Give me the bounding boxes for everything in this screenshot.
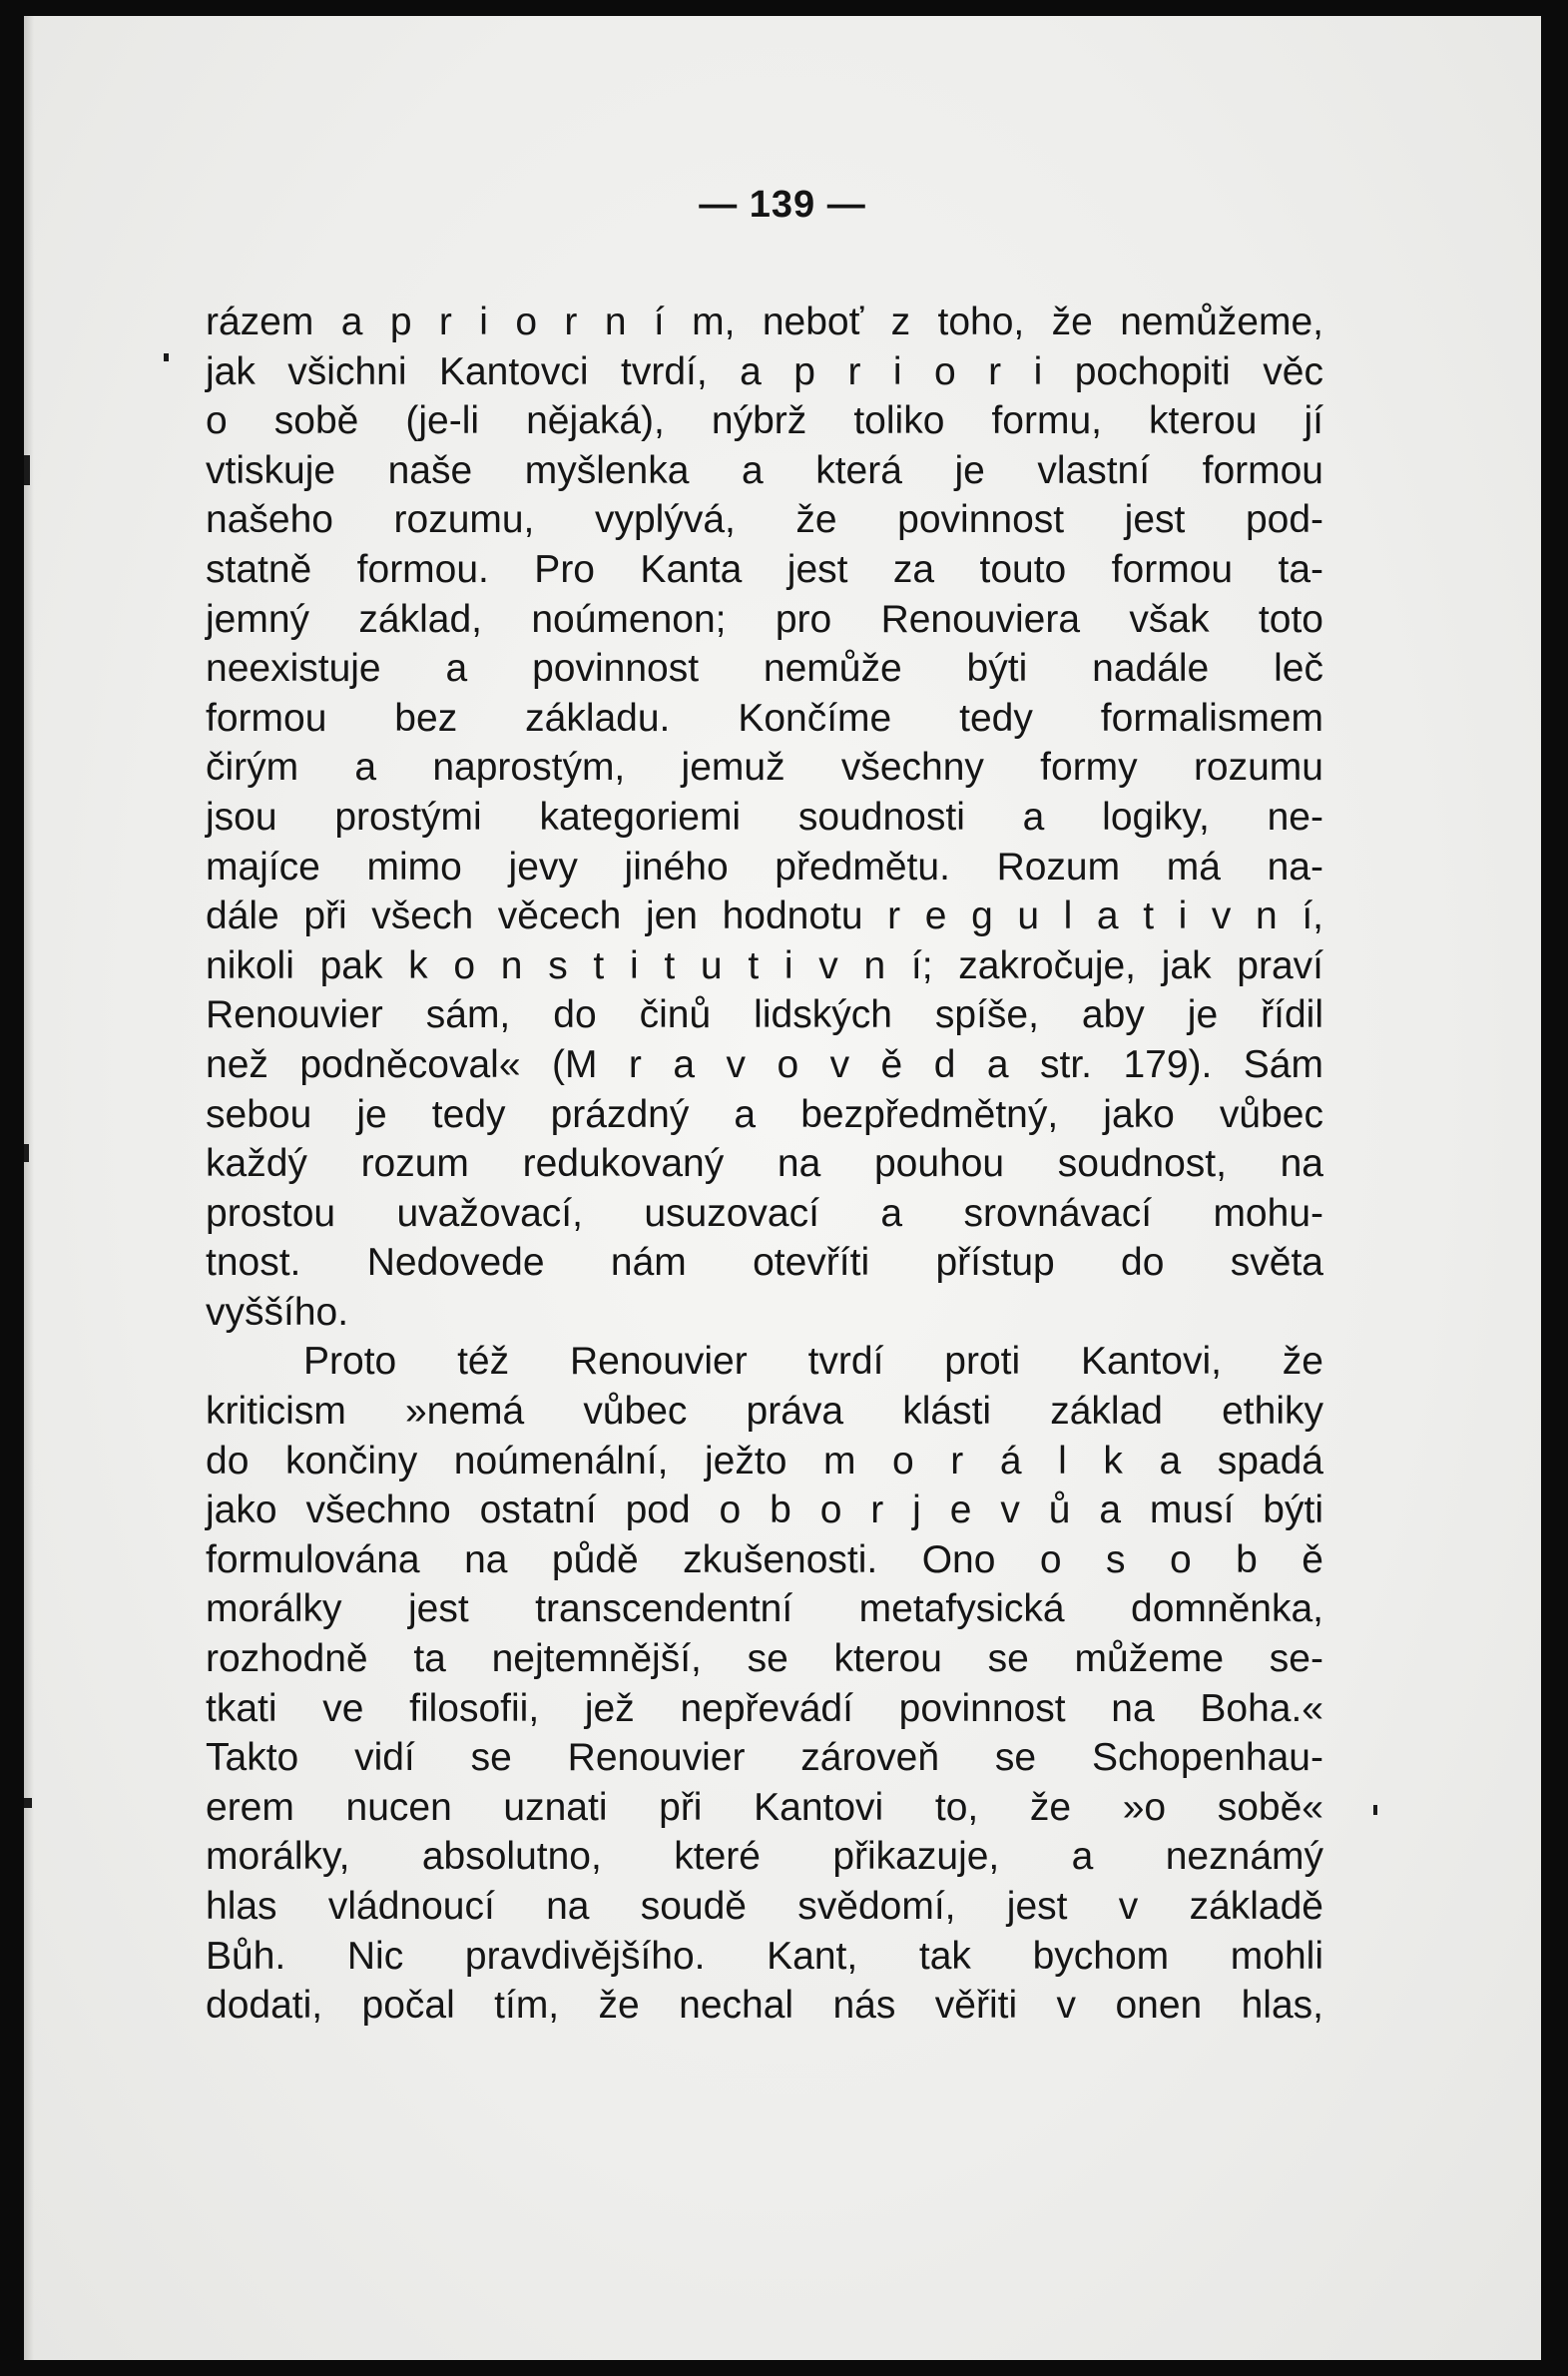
book-page [24,16,1541,2360]
text-line: hlas vládnoucí na soudě svědomí, jest v základě [206,1885,1323,1928]
text-line: prostou uvažovací, usuzovací a srovnávací mohu- [206,1191,1323,1235]
text-line: jsou prostými kategoriemi soudnosti a logiky, ne- [206,795,1323,839]
text-line: Takto vidí se Renouvier zároveň se Schopenhau- [206,1736,1323,1780]
text-line: dále při všech věcech jen hodnotu r e g u l a t i v n í, [206,894,1323,938]
text-line: jako všechno ostatní pod o b o r j e v ů a musí býti [206,1488,1323,1532]
text-line: rozhodně ta nejtemnější, se kterou se můžeme se- [206,1637,1323,1681]
text-line: než podněcoval« (M r a v o v ě d a str. 179). Sám [206,1042,1323,1086]
text-line: morálky, absolutno, které přikazuje, a neznámý [206,1835,1323,1879]
text-line: jak všichni Kantovci tvrdí, a p r i o r i pochopiti věc [206,349,1323,393]
text-line: dodati, počal tím, že nechal nás věřiti v onen hlas, [206,1984,1323,2028]
text-line: neexistuje a povinnost nemůže býti nadále leč [206,647,1323,691]
text-line: tnost. Nedovede nám otevříti přístup do světa [206,1241,1323,1285]
text-line: do končiny noúmenální, ježto m o r á l k a spadá [206,1439,1323,1483]
text-line: o sobě (je-li nějaká), nýbrž toliko formu, kterou jí [206,399,1323,443]
text-line: vyššího. [206,1290,349,1334]
text-line: Bůh. Nic pravdivějšího. Kant, tak bychom mohli [206,1934,1323,1978]
page-edge-shadow [24,16,34,2360]
body-text [206,297,1323,2031]
text-line: majíce mimo jevy jiného předmětu. Rozum má na- [206,845,1323,889]
text-line: sebou je tedy prázdný a bezpředmětný, jako vůbec [206,1092,1323,1136]
text-line: jemný základ, noúmenon; pro Renouviera však toto [206,597,1323,641]
text-line: nikoli pak k o n s t i t u t i v n í; zakročuje, jak praví [206,943,1323,987]
text-line: rázem a p r i o r n í m, neboť z toho, že nemůžeme, [206,300,1323,343]
text-line: Proto též Renouvier tvrdí proti Kantovi, že [303,1340,1323,1384]
scan-speck [24,455,30,485]
text-line: tkati ve filosofii, jež nepřevádí povinnost na Boha.« [206,1686,1323,1730]
text-line: vtiskuje naše myšlenka a která je vlastní formou [206,448,1323,492]
text-line: každý rozum redukovaný na pouhou soudnost, na [206,1142,1323,1186]
text-line: erem nucen uznati při Kantovi to, že »o sobě« [206,1785,1323,1829]
scan-speck [1373,1805,1377,1815]
scan-speck [24,1144,29,1162]
page-number: — 139 — [699,184,866,226]
text-line: formou bez základu. Končíme tedy formalismem [206,696,1323,740]
text-line: našeho rozumu, vyplývá, že povinnost jest pod- [206,498,1323,542]
text-line: statně formou. Pro Kanta jest za touto formou ta- [206,547,1323,591]
scan-speck [24,1798,32,1808]
scan-speck [164,353,169,361]
text-line: morálky jest transcendentní metafysická domněnka, [206,1587,1323,1631]
text-line: kriticism »nemá vůbec práva klásti základ ethiky [206,1390,1323,1434]
text-line: formulována na půdě zkušenosti. Ono o s o b ě [206,1537,1323,1581]
text-line: Renouvier sám, do činů lidských spíše, aby je řídil [206,993,1323,1037]
text-line: čirým a naprostým, jemuž všechny formy rozumu [206,746,1323,790]
